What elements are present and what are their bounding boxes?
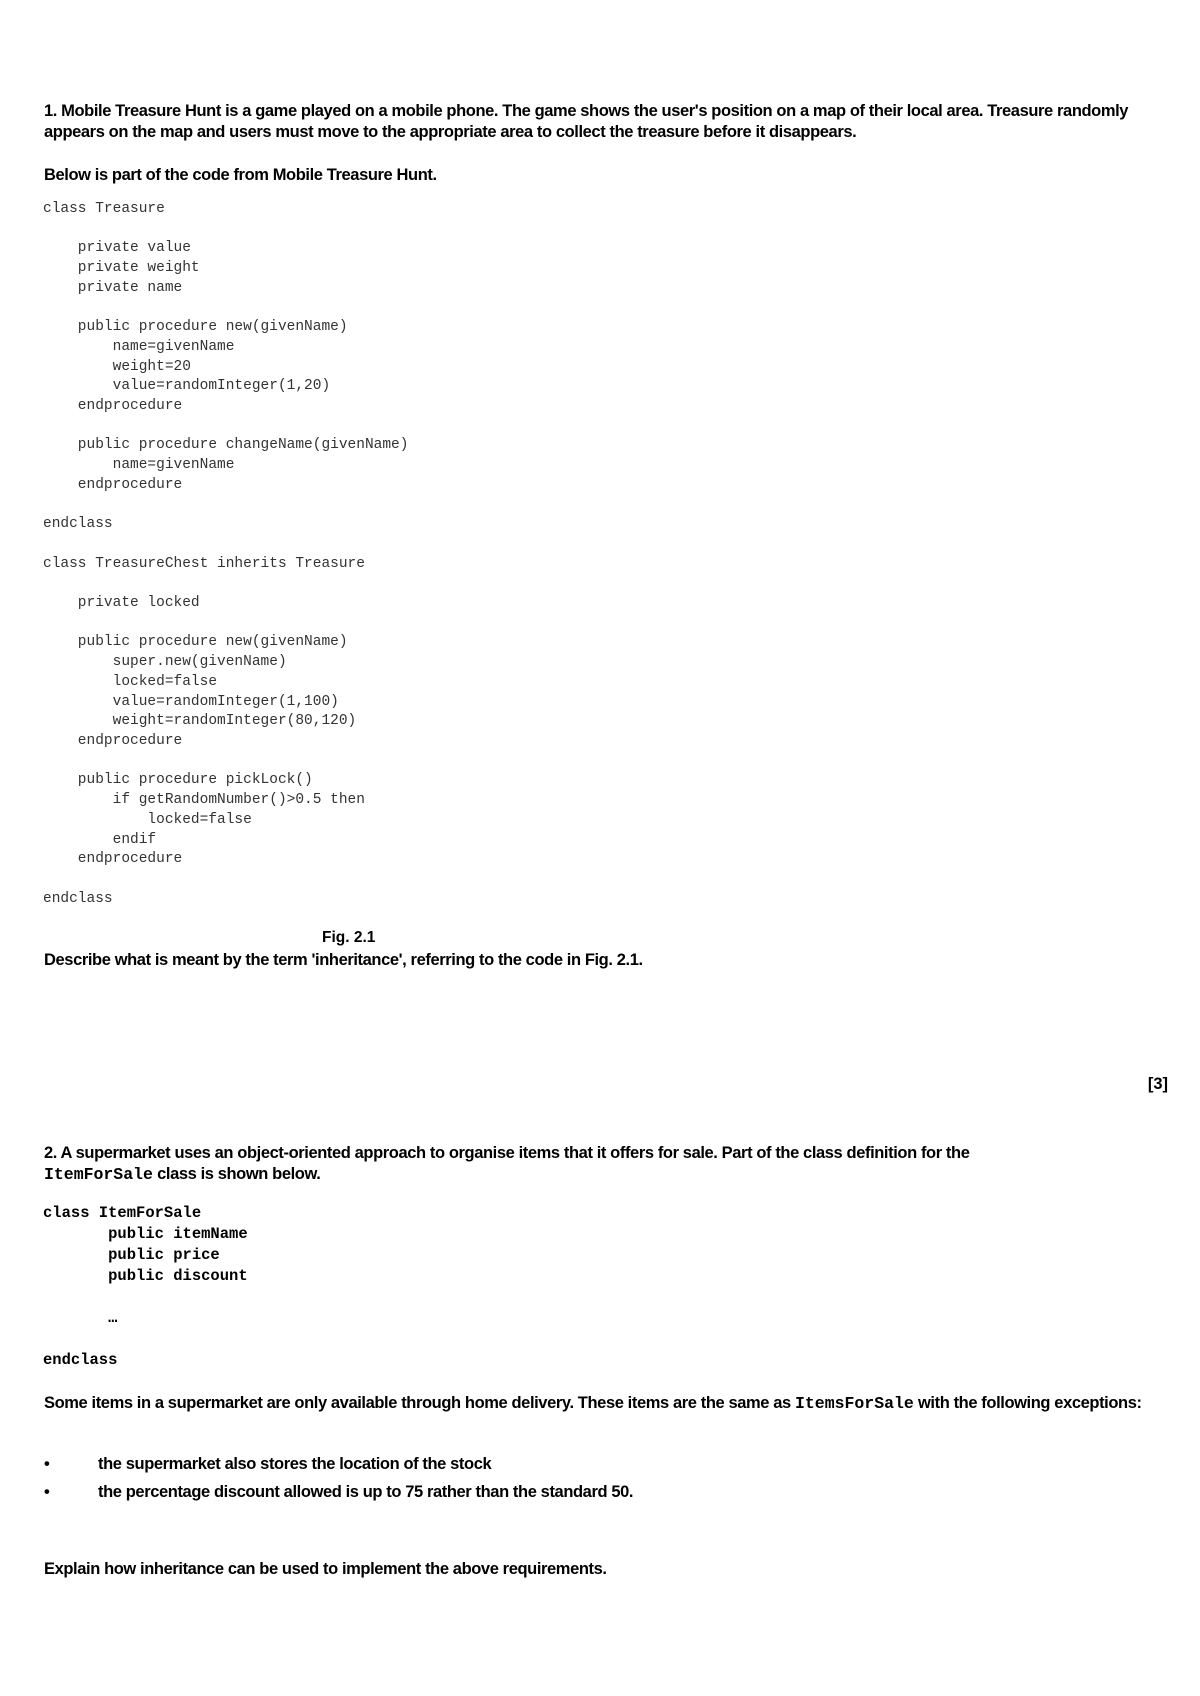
q1-code-intro: Below is part of the code from Mobile Treasure Hunt. <box>44 166 437 184</box>
q2-exceptions-text: Some items in a supermarket are only available through home delivery. These items are the same as <box>44 1394 795 1412</box>
q1-question: Describe what is meant by the term 'inheritance', referring to the code in Fig. 2.1. <box>44 951 643 969</box>
figure-caption: Fig. 2.1 <box>322 929 376 946</box>
itemforsale-code-listing: class ItemForSale public itemName public price public discount … endclass <box>43 1204 248 1369</box>
q2-question: Explain how inheritance can be used to implement the above requirements. <box>44 1560 607 1578</box>
treasure-code-listing: class Treasure private value private weight private name public procedure new(givenName) name=givenName weight=20 value=randomInteger(1,20) endprocedure public procedure changeName(givenName) name=givenName endprocedure endclass class TreasureChest inherits Treasure private locked public procedure new(givenName) super.new(givenName) locked=false value=randomInteger(1,100) weight=randomInteger(80,120) endprocedure public procedure pickLock() if getRandomNumber()>0.5 then locked=false endif endprocedure endclass <box>43 201 409 907</box>
list-item-text: the percentage discount allowed is up to 75 rather than the standard 50. <box>98 1483 634 1501</box>
q2-intro-text-end: class is shown below. <box>152 1165 321 1183</box>
list-item <box>44 1483 1160 1511</box>
requirements-list <box>44 1455 1160 1511</box>
q1-marks: [3] <box>1147 1075 1168 1093</box>
q2-exceptions-text-end: with the following exceptions: <box>913 1394 1142 1412</box>
q2-intro-text: 2. A supermarket uses an object-oriented approach to organise items that it offers for sale. Part of the class definition for the <box>44 1144 970 1162</box>
bullet-icon: • <box>44 1455 50 1473</box>
q2-exceptions <box>44 1393 1160 1414</box>
list-item <box>44 1455 1160 1483</box>
q2-exceptions-class: ItemsForSale <box>794 1394 914 1413</box>
list-item-text: the supermarket also stores the location of the stock <box>98 1455 492 1473</box>
bullet-icon: • <box>44 1483 50 1501</box>
q1-intro: 1. Mobile Treasure Hunt is a game played on a mobile phone. The game shows the user's position on a map of their local area. Treasure randomly appears on the map and users must move to the appropriate area to collect the treasure before it disappears. <box>44 102 1129 141</box>
q2-intro-class: ItemForSale <box>44 1165 153 1184</box>
q2-intro <box>44 1143 1160 1185</box>
